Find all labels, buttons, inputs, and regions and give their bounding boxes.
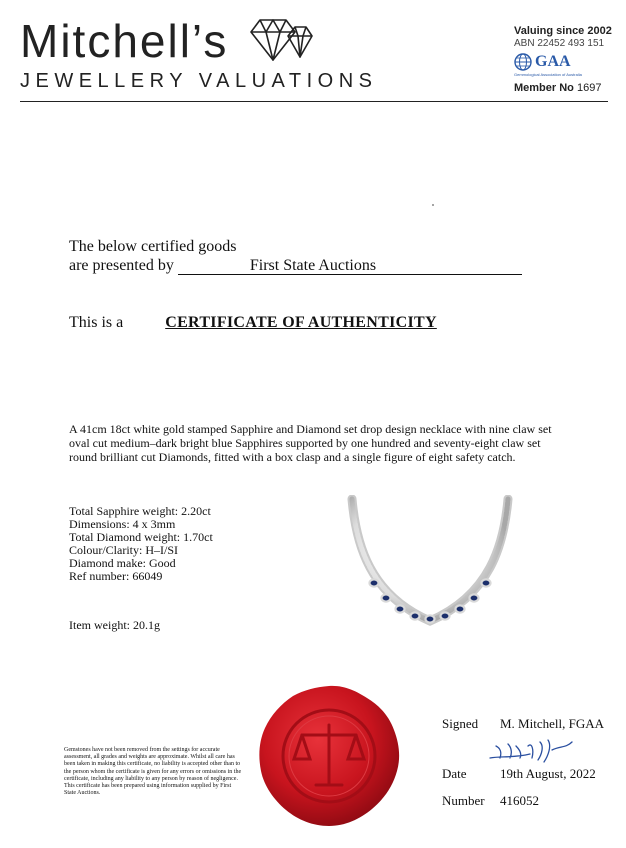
signed-value: M. Mitchell, FGAA	[500, 716, 604, 731]
valuing-since: Valuing since 2002	[514, 25, 612, 37]
spec-list	[69, 505, 213, 583]
gaa-globe-icon	[514, 53, 532, 71]
disclaimer-text: Gemstones have not been removed from the settings for accurate assessment, all grades and weights are approximate. Whilst all care has been taken in making this certificate, no liability is accepted other than to the person whom the certificate is given for any errors or omissions in the certificate, including any liability to any person by reason of negligence. This certificate has been prepared using information supplied by First State Auctions.	[64, 747, 242, 797]
certificate-heading	[69, 314, 437, 332]
speck	[432, 204, 434, 206]
spec-diamond-make: Diamond make: Good	[69, 556, 176, 570]
handwritten-signature	[486, 736, 576, 764]
spec-sapphire-weight: Total Sapphire weight: 2.20ct	[69, 504, 211, 518]
abn-number: ABN 22452 493 151	[514, 38, 605, 49]
wax-seal	[256, 683, 402, 829]
date-label: Date	[442, 766, 467, 781]
accreditation-block	[514, 25, 612, 94]
item-description: A 41cm 18ct white gold stamped Sapphire and Diamond set drop design necklace with nine claw set oval cut medium–dark bright blue Sapphires supported by one hundred and seventy-eight claw set round brilliant cut Diamonds, fitted with a box clasp and a single figure of eight safety catch.	[69, 422, 552, 464]
number-label: Number	[442, 793, 485, 808]
member-number	[514, 82, 612, 94]
diamond-icon	[248, 16, 314, 66]
presented-by-label: are presented by	[69, 257, 174, 274]
presenter-name: First State Auctions	[178, 257, 522, 275]
certificate-prefix: This is a	[69, 314, 124, 331]
spec-ref-number: Ref number: 66049	[69, 569, 163, 583]
spec-diamond-weight: Total Diamond weight: 1.70ct	[69, 530, 213, 544]
certificate-title: CERTIFICATE OF AUTHENTICITY	[165, 314, 437, 331]
gaa-text: GAA	[535, 53, 571, 70]
header-divider	[20, 101, 608, 102]
member-value: 1697	[576, 82, 602, 94]
gaa-logo	[514, 53, 612, 71]
brand-name: Mitchell’s	[20, 15, 229, 67]
spec-colour-clarity: Colour/Clarity: H–I/SI	[69, 543, 178, 557]
item-weight: Item weight: 20.1g	[69, 618, 160, 632]
brand-subtitle: JEWELLERY VALUATIONS	[20, 70, 378, 92]
necklace-photo	[330, 495, 530, 635]
signed-label: Signed	[442, 716, 479, 731]
intro-line-2	[69, 256, 522, 275]
gaa-full-name: Gemmological Association of Australia	[514, 72, 582, 77]
intro-block	[69, 237, 522, 275]
number-value: 416052	[500, 793, 539, 808]
date-value: 19th August, 2022	[500, 766, 596, 781]
spec-dimensions: Dimensions: 4 x 3mm	[69, 517, 176, 531]
member-label: Member No	[514, 82, 574, 94]
intro-line-1: The below certified goods	[69, 238, 237, 255]
